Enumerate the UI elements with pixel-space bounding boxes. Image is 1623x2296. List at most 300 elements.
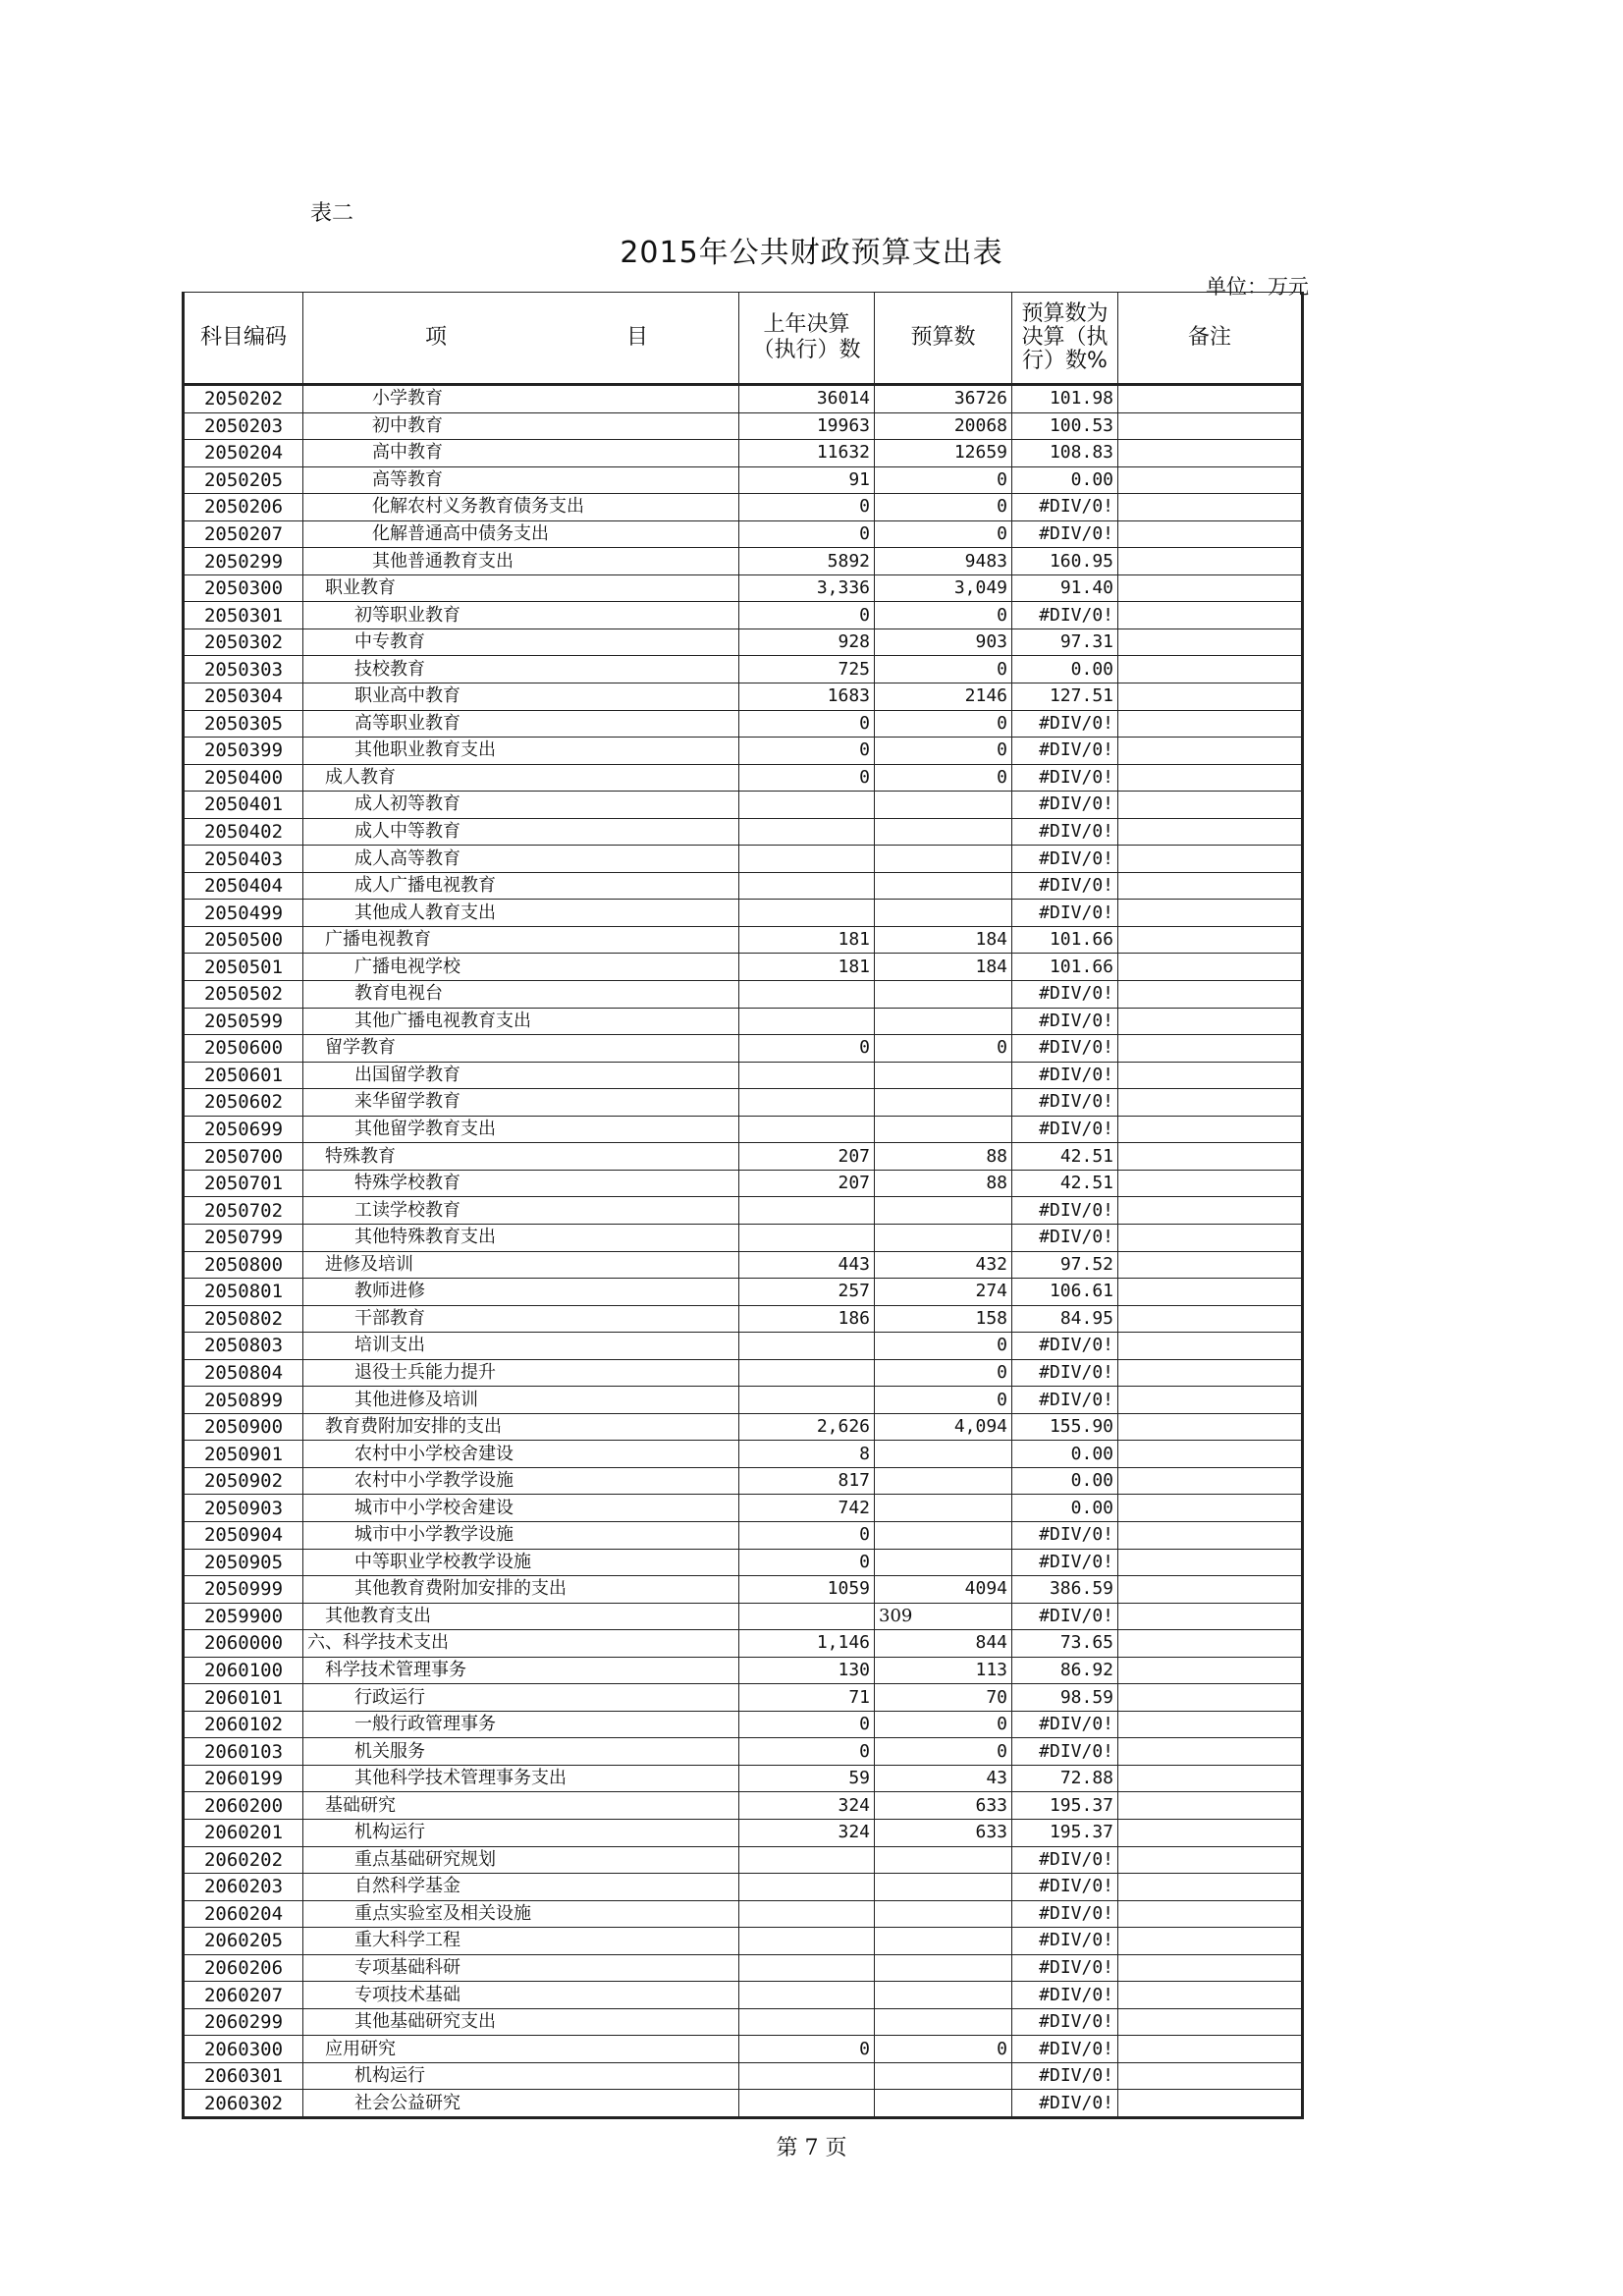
table-row xyxy=(184,2008,1303,2036)
table-row xyxy=(184,818,1303,846)
row-prev-actual xyxy=(739,1116,875,1143)
row-item-name: 自然科学基金 xyxy=(303,1874,739,1901)
table-row xyxy=(184,1333,1303,1360)
row-code: 2050402 xyxy=(184,818,303,846)
table-row xyxy=(184,520,1303,548)
row-code: 2050801 xyxy=(184,1279,303,1306)
row-budget xyxy=(875,1549,1012,1576)
row-note xyxy=(1118,1170,1303,1197)
row-prev-actual: 443 xyxy=(739,1251,875,1279)
row-item-name: 中等职业学校教学设施 xyxy=(303,1549,739,1576)
row-note xyxy=(1118,574,1303,602)
table-row xyxy=(184,1630,1303,1658)
table-row xyxy=(184,1008,1303,1035)
row-item-name: 中专教育 xyxy=(303,629,739,656)
row-ratio: 195.37 xyxy=(1012,1792,1118,1820)
row-note xyxy=(1118,1982,1303,2009)
row-prev-actual: 725 xyxy=(739,656,875,683)
row-prev-actual xyxy=(739,1333,875,1360)
row-note xyxy=(1118,846,1303,873)
row-ratio: #DIV/0! xyxy=(1012,1333,1118,1360)
row-ratio: #DIV/0! xyxy=(1012,1954,1118,1982)
row-budget: 0 xyxy=(875,1738,1012,1766)
row-ratio: 155.90 xyxy=(1012,1413,1118,1441)
table-row xyxy=(184,2036,1303,2063)
header-ratio xyxy=(1012,293,1118,385)
row-ratio: #DIV/0! xyxy=(1012,1738,1118,1766)
table-row xyxy=(184,1603,1303,1630)
row-budget: 70 xyxy=(875,1684,1012,1712)
row-ratio: 0.00 xyxy=(1012,1495,1118,1522)
row-note xyxy=(1118,1521,1303,1549)
row-item-name: 进修及培训 xyxy=(303,1251,739,1279)
table-row xyxy=(184,1224,1303,1251)
row-item-name: 专项基础科研 xyxy=(303,1954,739,1982)
row-prev-actual: 207 xyxy=(739,1143,875,1171)
table-row xyxy=(184,926,1303,954)
table-row xyxy=(184,656,1303,683)
row-item-name: 重点实验室及相关设施 xyxy=(303,1900,739,1928)
row-code: 2050903 xyxy=(184,1495,303,1522)
row-code: 2050803 xyxy=(184,1333,303,1360)
row-item-name: 化解农村义务教育债务支出 xyxy=(303,494,739,521)
row-note xyxy=(1118,738,1303,765)
row-budget xyxy=(875,846,1012,873)
row-code: 2050401 xyxy=(184,792,303,819)
row-code: 2050799 xyxy=(184,1224,303,1251)
row-ratio: 72.88 xyxy=(1012,1765,1118,1792)
row-item-name: 成人教育 xyxy=(303,764,739,792)
row-ratio: #DIV/0! xyxy=(1012,1603,1118,1630)
row-item-name: 其他特殊教育支出 xyxy=(303,1224,739,1251)
row-item-name: 城市中小学校舍建设 xyxy=(303,1495,739,1522)
row-ratio: #DIV/0! xyxy=(1012,1549,1118,1576)
row-code: 2060201 xyxy=(184,1819,303,1846)
table-row xyxy=(184,2062,1303,2090)
row-code: 2060300 xyxy=(184,2036,303,2063)
row-prev-actual xyxy=(739,900,875,927)
row-note xyxy=(1118,1657,1303,1684)
row-budget xyxy=(875,1116,1012,1143)
row-code: 2050599 xyxy=(184,1008,303,1035)
row-item-name: 技校教育 xyxy=(303,656,739,683)
row-code: 2060203 xyxy=(184,1874,303,1901)
row-budget: 0 xyxy=(875,466,1012,494)
row-ratio: 195.37 xyxy=(1012,1819,1118,1846)
row-budget xyxy=(875,1224,1012,1251)
row-item-name: 其他留学教育支出 xyxy=(303,1116,739,1143)
row-code: 2050999 xyxy=(184,1576,303,1604)
table-body xyxy=(184,385,1303,2118)
row-budget: 633 xyxy=(875,1792,1012,1820)
row-ratio: 101.66 xyxy=(1012,954,1118,981)
row-item-name: 教师进修 xyxy=(303,1279,739,1306)
table-row xyxy=(184,1197,1303,1225)
row-budget: 0 xyxy=(875,1711,1012,1738)
row-note xyxy=(1118,412,1303,440)
row-ratio: 97.31 xyxy=(1012,629,1118,656)
row-budget: 633 xyxy=(875,1819,1012,1846)
table-row xyxy=(184,1495,1303,1522)
header-prev-actual-line1: 上年决算 xyxy=(763,312,850,337)
row-budget: 0 xyxy=(875,656,1012,683)
table-row xyxy=(184,1305,1303,1333)
row-ratio: 73.65 xyxy=(1012,1630,1118,1658)
row-budget xyxy=(875,981,1012,1009)
row-prev-actual: 2,626 xyxy=(739,1413,875,1441)
row-ratio: 86.92 xyxy=(1012,1657,1118,1684)
row-ratio: 84.95 xyxy=(1012,1305,1118,1333)
row-ratio: #DIV/0! xyxy=(1012,520,1118,548)
row-budget: 903 xyxy=(875,629,1012,656)
row-ratio: #DIV/0! xyxy=(1012,818,1118,846)
table-row xyxy=(184,1387,1303,1414)
table-row xyxy=(184,629,1303,656)
row-note xyxy=(1118,1413,1303,1441)
row-budget: 0 xyxy=(875,1387,1012,1414)
row-budget xyxy=(875,1954,1012,1982)
row-note xyxy=(1118,1576,1303,1604)
table-row xyxy=(184,574,1303,602)
row-note xyxy=(1118,1819,1303,1846)
row-ratio: 101.98 xyxy=(1012,385,1118,413)
row-budget: 0 xyxy=(875,602,1012,629)
row-prev-actual: 5892 xyxy=(739,548,875,575)
row-prev-actual: 71 xyxy=(739,1684,875,1712)
header-item-left: 项 xyxy=(425,325,448,350)
row-note xyxy=(1118,1495,1303,1522)
row-code: 2050699 xyxy=(184,1116,303,1143)
table-row xyxy=(184,1413,1303,1441)
row-ratio: 0.00 xyxy=(1012,656,1118,683)
row-item-name: 其他广播电视教育支出 xyxy=(303,1008,739,1035)
row-note xyxy=(1118,1008,1303,1035)
row-note xyxy=(1118,1928,1303,1955)
row-code: 2050207 xyxy=(184,520,303,548)
row-ratio: #DIV/0! xyxy=(1012,1387,1118,1414)
row-code: 2060202 xyxy=(184,1846,303,1874)
row-prev-actual xyxy=(739,792,875,819)
row-note xyxy=(1118,764,1303,792)
row-item-name: 其他教育支出 xyxy=(303,1603,739,1630)
row-code: 2060102 xyxy=(184,1711,303,1738)
row-budget: 4,094 xyxy=(875,1413,1012,1441)
row-code: 2050304 xyxy=(184,683,303,711)
row-code: 2060101 xyxy=(184,1684,303,1712)
row-note xyxy=(1118,1900,1303,1928)
row-code: 2050206 xyxy=(184,494,303,521)
row-prev-actual: 3,336 xyxy=(739,574,875,602)
row-note xyxy=(1118,494,1303,521)
row-budget: 0 xyxy=(875,1359,1012,1387)
row-prev-actual: 0 xyxy=(739,1738,875,1766)
row-item-name: 重大科学工程 xyxy=(303,1928,739,1955)
row-prev-actual: 0 xyxy=(739,738,875,765)
row-prev-actual: 0 xyxy=(739,602,875,629)
row-budget xyxy=(875,1089,1012,1117)
row-item-name: 农村中小学校舍建设 xyxy=(303,1441,739,1468)
row-item-name: 基础研究 xyxy=(303,1792,739,1820)
row-code: 2060100 xyxy=(184,1657,303,1684)
row-item-name: 特殊学校教育 xyxy=(303,1170,739,1197)
row-item-name: 培训支出 xyxy=(303,1333,739,1360)
table-row xyxy=(184,1441,1303,1468)
row-note xyxy=(1118,629,1303,656)
row-ratio: 98.59 xyxy=(1012,1684,1118,1712)
row-ratio: #DIV/0! xyxy=(1012,872,1118,900)
row-note xyxy=(1118,710,1303,738)
row-prev-actual xyxy=(739,2062,875,2090)
row-budget: 4094 xyxy=(875,1576,1012,1604)
row-item-name: 成人初等教育 xyxy=(303,792,739,819)
row-item-name: 留学教育 xyxy=(303,1035,739,1063)
table-row xyxy=(184,764,1303,792)
row-note xyxy=(1118,1197,1303,1225)
row-budget xyxy=(875,1467,1012,1495)
table-row xyxy=(184,1711,1303,1738)
row-code: 2060206 xyxy=(184,1954,303,1982)
row-prev-actual: 0 xyxy=(739,764,875,792)
table-row xyxy=(184,683,1303,711)
row-item-name: 一般行政管理事务 xyxy=(303,1711,739,1738)
row-note xyxy=(1118,440,1303,467)
row-code: 2059900 xyxy=(184,1603,303,1630)
row-budget: 88 xyxy=(875,1170,1012,1197)
table-row xyxy=(184,710,1303,738)
row-ratio: 101.66 xyxy=(1012,926,1118,954)
row-budget: 0 xyxy=(875,1333,1012,1360)
row-prev-actual xyxy=(739,1359,875,1387)
table-row xyxy=(184,466,1303,494)
row-note xyxy=(1118,1035,1303,1063)
table-row xyxy=(184,494,1303,521)
row-code: 2050601 xyxy=(184,1062,303,1089)
row-item-name: 其他教育费附加安排的支出 xyxy=(303,1576,739,1604)
row-ratio: #DIV/0! xyxy=(1012,1711,1118,1738)
row-item-name: 机构运行 xyxy=(303,2062,739,2090)
row-ratio: #DIV/0! xyxy=(1012,710,1118,738)
row-prev-actual: 742 xyxy=(739,1495,875,1522)
table-row xyxy=(184,1765,1303,1792)
table-row xyxy=(184,1062,1303,1089)
table-row xyxy=(184,1900,1303,1928)
row-code: 2050205 xyxy=(184,466,303,494)
row-note xyxy=(1118,954,1303,981)
row-item-name: 职业高中教育 xyxy=(303,683,739,711)
row-note xyxy=(1118,1387,1303,1414)
row-budget xyxy=(875,1982,1012,2009)
row-item-name: 来华留学教育 xyxy=(303,1089,739,1117)
row-note xyxy=(1118,1549,1303,1576)
table-row xyxy=(184,792,1303,819)
table-row xyxy=(184,900,1303,927)
row-budget: 3,049 xyxy=(875,574,1012,602)
table-row xyxy=(184,1251,1303,1279)
row-ratio: #DIV/0! xyxy=(1012,1116,1118,1143)
row-note xyxy=(1118,656,1303,683)
row-item-name: 退役士兵能力提升 xyxy=(303,1359,739,1387)
row-code: 2050802 xyxy=(184,1305,303,1333)
row-note xyxy=(1118,1251,1303,1279)
row-budget: 20068 xyxy=(875,412,1012,440)
row-note xyxy=(1118,900,1303,927)
row-prev-actual: 0 xyxy=(739,520,875,548)
row-ratio: 42.51 xyxy=(1012,1170,1118,1197)
row-prev-actual xyxy=(739,846,875,873)
row-note xyxy=(1118,385,1303,413)
row-ratio: 42.51 xyxy=(1012,1143,1118,1171)
row-item-name: 其他基础研究支出 xyxy=(303,2008,739,2036)
row-prev-actual: 59 xyxy=(739,1765,875,1792)
row-code: 2060302 xyxy=(184,2090,303,2118)
row-note xyxy=(1118,683,1303,711)
table-row xyxy=(184,412,1303,440)
row-code: 2050902 xyxy=(184,1467,303,1495)
row-code: 2050301 xyxy=(184,602,303,629)
row-ratio: #DIV/0! xyxy=(1012,764,1118,792)
row-note xyxy=(1118,1062,1303,1089)
row-code: 2060103 xyxy=(184,1738,303,1766)
row-note xyxy=(1118,1089,1303,1117)
row-code: 2050403 xyxy=(184,846,303,873)
row-code: 2050305 xyxy=(184,710,303,738)
row-prev-actual: 19963 xyxy=(739,412,875,440)
row-budget xyxy=(875,1495,1012,1522)
row-prev-actual xyxy=(739,1197,875,1225)
row-prev-actual: 91 xyxy=(739,466,875,494)
row-budget xyxy=(875,1874,1012,1901)
row-ratio: 0.00 xyxy=(1012,1467,1118,1495)
header-ratio-line3: 行）数% xyxy=(1022,349,1108,373)
row-code: 2050905 xyxy=(184,1549,303,1576)
row-note xyxy=(1118,1143,1303,1171)
row-note xyxy=(1118,1224,1303,1251)
row-note xyxy=(1118,926,1303,954)
row-note xyxy=(1118,1441,1303,1468)
row-prev-actual xyxy=(739,872,875,900)
row-code: 2050502 xyxy=(184,981,303,1009)
row-prev-actual xyxy=(739,1846,875,1874)
row-code: 2050702 xyxy=(184,1197,303,1225)
row-code: 2050701 xyxy=(184,1170,303,1197)
row-code: 2050404 xyxy=(184,872,303,900)
row-ratio: #DIV/0! xyxy=(1012,1928,1118,1955)
row-prev-actual xyxy=(739,1982,875,2009)
row-code: 2050302 xyxy=(184,629,303,656)
row-budget: 0 xyxy=(875,710,1012,738)
row-prev-actual: 0 xyxy=(739,494,875,521)
row-code: 2050499 xyxy=(184,900,303,927)
table-row xyxy=(184,1170,1303,1197)
row-budget: 0 xyxy=(875,2036,1012,2063)
row-budget: 0 xyxy=(875,764,1012,792)
row-ratio: #DIV/0! xyxy=(1012,981,1118,1009)
table-row xyxy=(184,1954,1303,1982)
row-ratio: #DIV/0! xyxy=(1012,494,1118,521)
row-item-name: 六、科学技术支出 xyxy=(303,1630,739,1658)
row-note xyxy=(1118,792,1303,819)
header-prev-actual-line2: （执行）数 xyxy=(752,338,861,362)
row-prev-actual: 0 xyxy=(739,710,875,738)
row-ratio: #DIV/0! xyxy=(1012,1982,1118,2009)
header-note: 备注 xyxy=(1118,293,1303,385)
row-code: 2050400 xyxy=(184,764,303,792)
row-budget: 0 xyxy=(875,1035,1012,1063)
row-code: 2050602 xyxy=(184,1089,303,1117)
row-item-name: 成人高等教育 xyxy=(303,846,739,873)
row-ratio: #DIV/0! xyxy=(1012,602,1118,629)
row-note xyxy=(1118,2008,1303,2036)
row-ratio: #DIV/0! xyxy=(1012,738,1118,765)
table-row xyxy=(184,2090,1303,2118)
table-row xyxy=(184,1521,1303,1549)
row-prev-actual xyxy=(739,1900,875,1928)
row-budget xyxy=(875,872,1012,900)
table-header-row xyxy=(184,293,1303,385)
row-ratio: #DIV/0! xyxy=(1012,1197,1118,1225)
row-prev-actual: 0 xyxy=(739,2036,875,2063)
table-row xyxy=(184,872,1303,900)
table-row xyxy=(184,1792,1303,1820)
row-item-name: 高中教育 xyxy=(303,440,739,467)
table-row xyxy=(184,1467,1303,1495)
header-prev-actual xyxy=(739,293,875,385)
row-item-name: 广播电视教育 xyxy=(303,926,739,954)
row-item-name: 专项技术基础 xyxy=(303,1982,739,2009)
row-note xyxy=(1118,1711,1303,1738)
row-note xyxy=(1118,548,1303,575)
row-prev-actual: 8 xyxy=(739,1441,875,1468)
row-budget: 9483 xyxy=(875,548,1012,575)
table-row xyxy=(184,954,1303,981)
row-code: 2050900 xyxy=(184,1413,303,1441)
unit-label: 单位：万元 xyxy=(1206,275,1309,299)
row-item-name: 其他普通教育支出 xyxy=(303,548,739,575)
row-item-name: 初等职业教育 xyxy=(303,602,739,629)
table-row xyxy=(184,1116,1303,1143)
row-note xyxy=(1118,520,1303,548)
row-code: 2050804 xyxy=(184,1359,303,1387)
row-budget xyxy=(875,1521,1012,1549)
row-item-name: 机关服务 xyxy=(303,1738,739,1766)
row-ratio: #DIV/0! xyxy=(1012,792,1118,819)
row-item-name: 其他成人教育支出 xyxy=(303,900,739,927)
row-ratio: 106.61 xyxy=(1012,1279,1118,1306)
table-row xyxy=(184,1657,1303,1684)
row-ratio: #DIV/0! xyxy=(1012,1359,1118,1387)
row-note xyxy=(1118,1954,1303,1982)
row-prev-actual xyxy=(739,2090,875,2118)
row-item-name: 小学教育 xyxy=(303,385,739,413)
row-prev-actual: 1059 xyxy=(739,1576,875,1604)
row-ratio: 97.52 xyxy=(1012,1251,1118,1279)
row-code: 2050904 xyxy=(184,1521,303,1549)
row-budget: 158 xyxy=(875,1305,1012,1333)
row-code: 2060000 xyxy=(184,1630,303,1658)
row-budget xyxy=(875,900,1012,927)
row-prev-actual: 928 xyxy=(739,629,875,656)
row-note xyxy=(1118,1792,1303,1820)
row-ratio: 127.51 xyxy=(1012,683,1118,711)
row-item-name: 广播电视学校 xyxy=(303,954,739,981)
row-prev-actual: 1,146 xyxy=(739,1630,875,1658)
row-ratio: #DIV/0! xyxy=(1012,2090,1118,2118)
row-ratio: #DIV/0! xyxy=(1012,1900,1118,1928)
row-budget xyxy=(875,1846,1012,1874)
row-item-name: 其他进修及培训 xyxy=(303,1387,739,1414)
row-prev-actual xyxy=(739,1224,875,1251)
row-budget: 2146 xyxy=(875,683,1012,711)
